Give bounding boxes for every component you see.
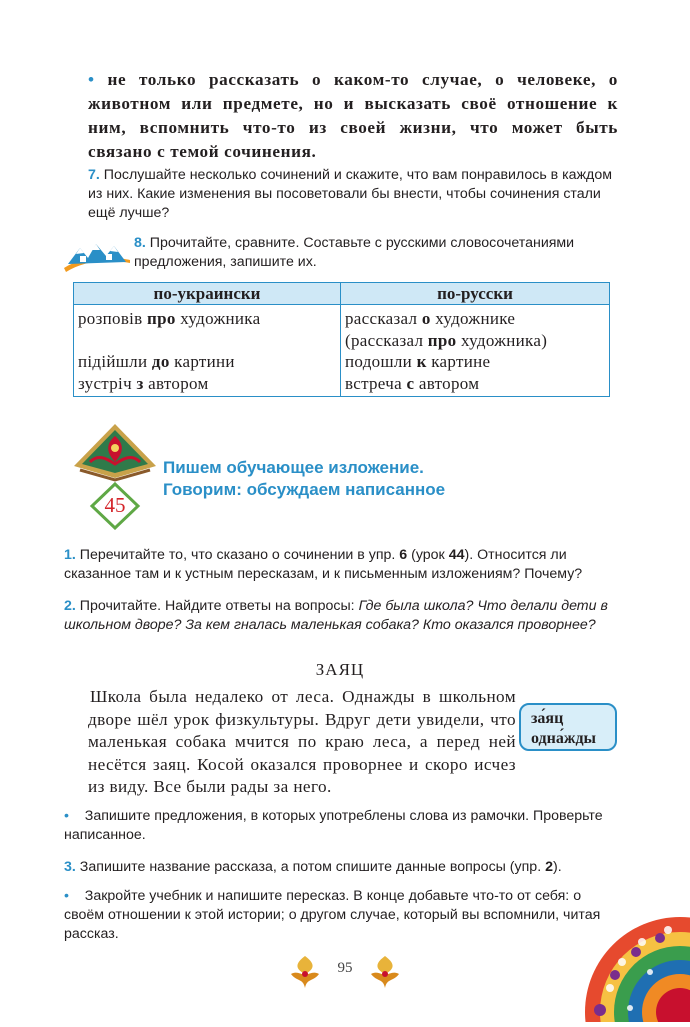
- task-number: 2.: [64, 598, 76, 614]
- table-row: [74, 305, 610, 397]
- bullet: •: [64, 888, 69, 904]
- story-title: ЗАЯЦ: [315, 660, 365, 679]
- task-1: 1. Перечитайте то, что сказано о сочинении в упр. 6 (урок 44). Относится ли сказанное там и к устным пересказам, и к письменным изложениям? Почему?: [64, 547, 583, 582]
- lesson-title-line-2: Говорим: обсуждаем написанное: [163, 480, 446, 499]
- translation-table: [73, 282, 610, 397]
- table-cell-ru: [341, 305, 610, 397]
- task-number: 8.: [134, 235, 146, 251]
- bullet-task-retelling: • Закройте учебник и напишите пересказ. В конце добавьте что-то от себя: о своём отношении к этой истории; о другом случае, который вы вспомнили, читая рассказ.: [64, 888, 601, 942]
- footer-ornament-left-icon: [287, 952, 323, 992]
- task-number: 7.: [88, 167, 100, 183]
- ua-phrase-2: підійшли до картини: [78, 352, 235, 371]
- task-7: [88, 166, 618, 223]
- task-2: 2. Прочитайте. Найдите ответы на вопросы: Где была школа? Что делали дети в школьном дворе? За кем гналась маленькая собака? Кто оказался проворнее?: [64, 598, 608, 633]
- footer-ornament-right-icon: [367, 952, 403, 992]
- task-text: Послушайте несколько сочинений и скажите, что вам понравилось в каждом из них. Какие изменения вы посоветовали бы внести, чтобы сочинения стали ещё лучше?: [88, 167, 612, 221]
- table-cell-ua: [74, 305, 341, 397]
- lesson-title: [163, 457, 445, 501]
- ru-phrase-3: встреча с автором: [345, 373, 480, 393]
- vocabulary-word-1: за́яц: [531, 710, 564, 727]
- table-header-ua: по-украински: [74, 283, 341, 305]
- ru-phrase-1b: (рассказал про художника): [345, 330, 548, 350]
- intro-paragraph: [88, 68, 618, 164]
- bullet: •: [88, 70, 95, 89]
- page-number: 95: [337, 960, 353, 976]
- intro-text: не только рассказать о каком-то случае, о человеке, о животном или предмете, но и высказать своё отношение к ним, вспомнить что-то из своей жизни, что может быть связано с темой сочинения.: [88, 70, 618, 161]
- lesson-number: 45: [104, 493, 126, 517]
- task-8: [134, 234, 618, 272]
- task-2-questions: Где была школа? Что делали дети в школьном дворе? За кем гналась маленькая собака? Кто оказался проворнее?: [64, 598, 608, 633]
- ru-phrase-1: рассказал о художнике: [345, 309, 516, 328]
- task-number: 1.: [64, 547, 76, 563]
- ua-phrase-3: зустріч з автором: [78, 373, 209, 393]
- task-number: 3.: [64, 859, 76, 875]
- vocabulary-word-2: одна́жды: [531, 730, 597, 747]
- task-text: Прочитайте, сравните. Составьте с русскими словосочетаниями предложения, запишите их.: [134, 235, 575, 270]
- group-work-icon: [62, 232, 132, 274]
- story-text: Школа была недалеко от леса. Однажды в школьном дворе шёл урок физкультуры. Вдруг дети увидели, что маленькая собака мчится по краю леса, а перед ней несётся заяц. Косой оказался проворнее и скоро исчез из виду. Все были рады за него.: [88, 687, 516, 796]
- vocabulary-box: [519, 703, 617, 751]
- bullet: •: [64, 808, 69, 824]
- table-header-ru: по-русски: [341, 283, 610, 305]
- lesson-title-line-1: Пишем обучающее изложение.: [163, 458, 424, 477]
- corner-flower-ornament-icon: [570, 900, 690, 1022]
- bullet-task-write-sentences: • Запишите предложения, в которых употреблены слова из рамочки. Проверьте написанное.: [64, 808, 603, 843]
- ru-phrase-2: подошли к картине: [345, 352, 491, 371]
- task-3: 3. Запишите название рассказа, а потом спишите данные вопросы (упр. 2).: [64, 859, 562, 875]
- table-header-row: [74, 283, 610, 305]
- ua-phrase-1: розповів про художника: [78, 309, 261, 328]
